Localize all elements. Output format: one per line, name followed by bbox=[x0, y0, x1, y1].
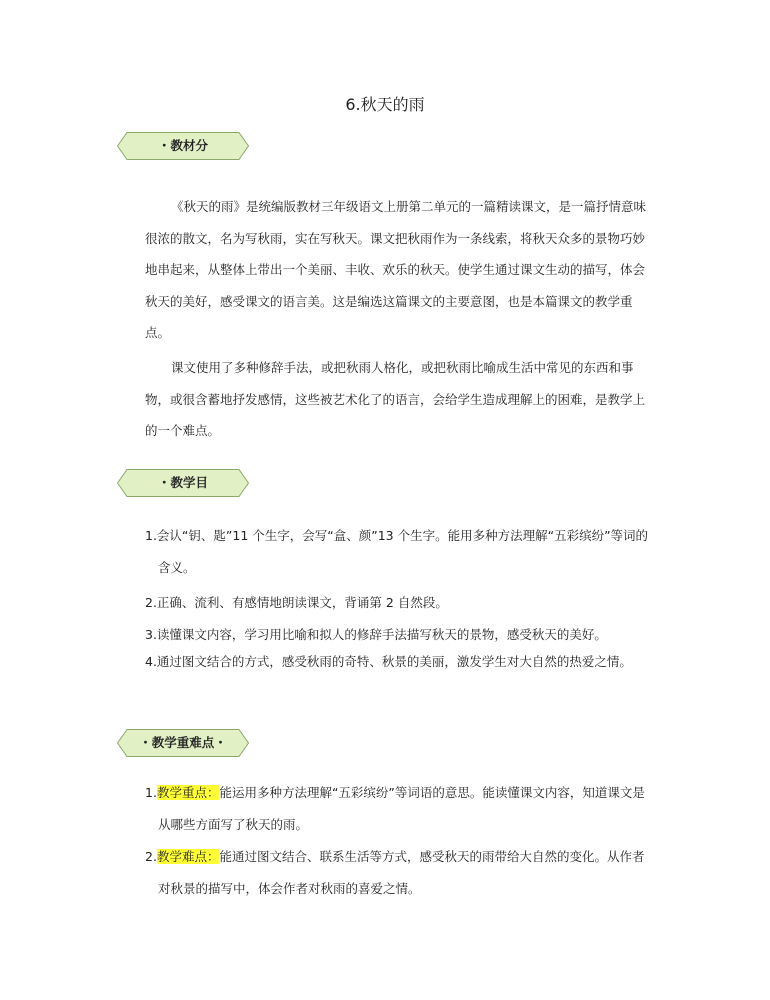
section-label: ・教材分 bbox=[157, 138, 208, 153]
keypoint-text: 能运用多种方法理解“五彩缤纷”等词语的意思。能读懂课文内容，知道课文是从哪些方面写了秋天的雨。 bbox=[158, 785, 645, 832]
keypoint-item-1 bbox=[145, 777, 651, 840]
goal-item-1: 1.会认“钥、匙”11 个生字，会写“盒、颜”13 个生字。能用多种方法理解“五彩缤纷”等词的含义。 bbox=[145, 528, 649, 575]
section-tag-goals bbox=[117, 469, 249, 497]
section-label: ・教学重难点・ bbox=[139, 735, 227, 750]
keypoint-highlight: 教学重点： bbox=[156, 785, 220, 800]
goal-item-2: 2.正确、流利、有感情地朗读课文，背诵第 2 自然段。 bbox=[145, 595, 448, 610]
section-tag-keypoints bbox=[117, 729, 249, 757]
analysis-paragraph-2: 课文使用了多种修辞手法，或把秋雨人格化，或把秋雨比喻成生活中常见的东西和事物，或很含蓄地抒发感情，这些被艺术化了的语言，会给学生造成理解上的困难，是教学上的一个难点。 bbox=[145, 360, 646, 438]
keypoint-number: 2. bbox=[145, 849, 157, 864]
keypoint-number: 1. bbox=[145, 785, 157, 800]
section-label: ・教学目 bbox=[157, 475, 208, 490]
keypoint-item-2 bbox=[145, 841, 651, 904]
page-title: 6.秋天的雨 bbox=[345, 95, 425, 114]
goal-item-3: 3.读懂课文内容，学习用比喻和拟人的修辞手法描写秋天的景物，感受秋天的美好。 bbox=[145, 627, 607, 642]
keypoint-text: 能通过图文结合、联系生活等方式，感受秋天的雨带给大自然的变化。从作者对秋景的描写中，体会作者对秋雨的喜爱之情。 bbox=[158, 849, 645, 896]
goal-item-4: 4.通过图文结合的方式，感受秋雨的奇特、秋景的美丽，激发学生对大自然的热爱之情。 bbox=[145, 654, 632, 669]
keypoint-highlight: 教学难点： bbox=[156, 849, 220, 864]
analysis-paragraph-1: 《秋天的雨》是统编版教材三年级语文上册第二单元的一篇精读课文，是一篇抒情意味很浓的散文，名为写秋雨，实在写秋天。课文把秋雨作为一条线索，将秋天众多的景物巧妙地串起来，从整体上带出一个美丽、丰收、欢乐的秋天。使学生通过课文生动的描写，体会秋天的美好，感受课文的语言美。这是编选这篇课文的主要意图，也是本篇课文的教学重点。 bbox=[145, 199, 647, 340]
section-tag-analysis bbox=[117, 132, 249, 160]
